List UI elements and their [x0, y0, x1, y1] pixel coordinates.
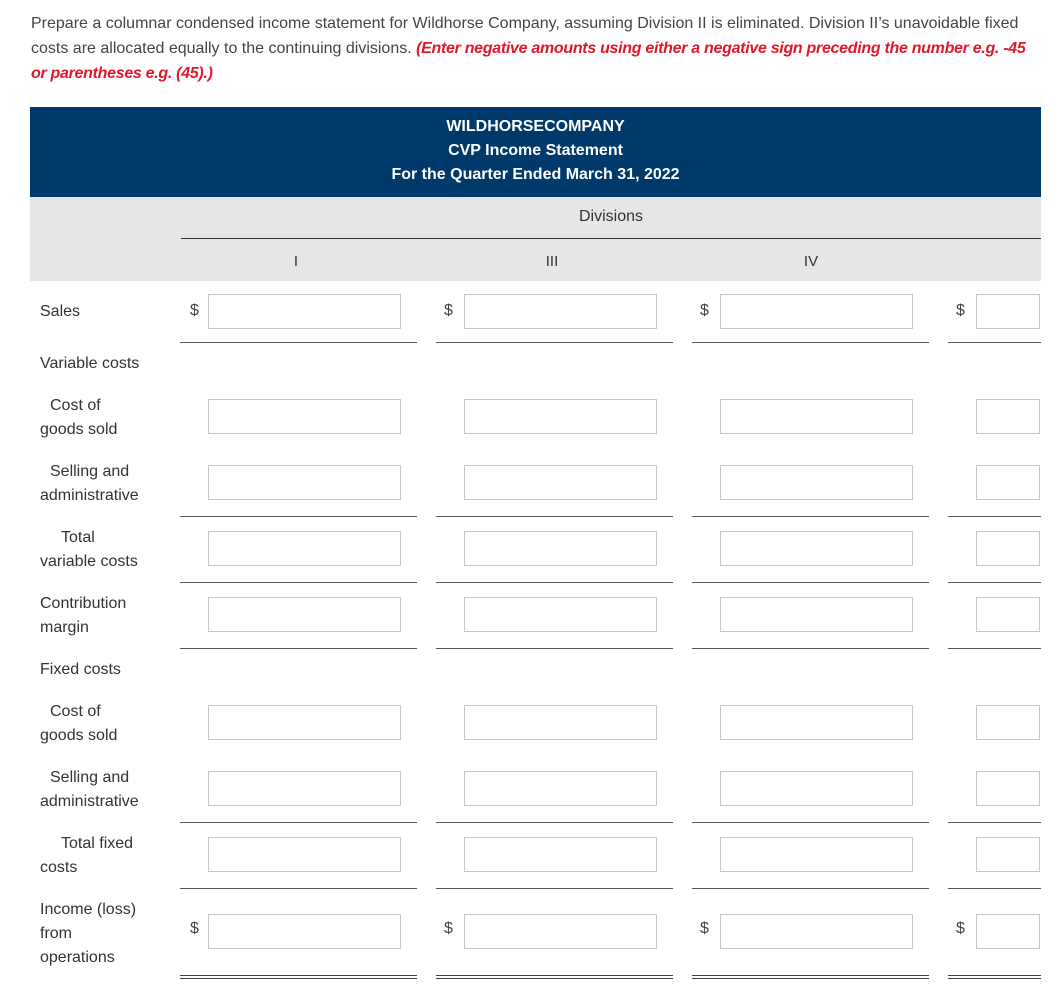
fix-sa-iv-input[interactable] [720, 771, 913, 806]
income-total-input[interactable] [976, 914, 1040, 949]
income-iv-input[interactable] [720, 914, 913, 949]
total-fix-i-input[interactable] [208, 837, 401, 872]
fix-sa-iii-input[interactable] [464, 771, 657, 806]
label-total-variable: Total variable costs [40, 529, 138, 570]
rule [692, 582, 929, 583]
rule [948, 582, 1041, 583]
label-contribution-margin: Contribution margin [40, 595, 127, 636]
double-rule [692, 975, 929, 979]
cm-iv-input[interactable] [720, 597, 913, 632]
column-header-iv: IV [803, 253, 819, 270]
rule [180, 516, 417, 517]
dollar-sign: $ [190, 920, 199, 937]
divisions-label: Divisions [578, 208, 643, 225]
rule [692, 822, 929, 823]
var-sa-total-input[interactable] [976, 465, 1040, 500]
double-rule [436, 975, 673, 979]
cm-i-input[interactable] [208, 597, 401, 632]
double-rule [948, 975, 1041, 979]
dollar-sign: $ [700, 302, 709, 319]
statement-title: CVP Income Statement [448, 142, 623, 159]
rule [180, 648, 417, 649]
total-var-i-input[interactable] [208, 531, 401, 566]
label-var-sa: Selling and administrative [40, 463, 139, 504]
total-var-iv-input[interactable] [720, 531, 913, 566]
rule [692, 648, 929, 649]
rule [436, 582, 673, 583]
sales-iv-input[interactable] [720, 294, 913, 329]
rule [692, 888, 929, 889]
total-var-total-input[interactable] [976, 531, 1040, 566]
label-fix-sa: Selling and administrative [40, 769, 139, 810]
rule [948, 648, 1041, 649]
company-name: WILDHORSECOMPANY [446, 118, 625, 135]
total-fix-iv-input[interactable] [720, 837, 913, 872]
fix-cogs-iv-input[interactable] [720, 705, 913, 740]
label-income: Income (loss) from operations [40, 901, 137, 966]
label-total-fixed: Total fixed costs [40, 835, 134, 876]
total-var-iii-input[interactable] [464, 531, 657, 566]
fix-sa-total-input[interactable] [976, 771, 1040, 806]
var-sa-iv-input[interactable] [720, 465, 913, 500]
rule [436, 888, 673, 889]
dollar-sign: $ [700, 920, 709, 937]
rule [180, 582, 417, 583]
rule [180, 342, 417, 343]
var-cogs-iii-input[interactable] [464, 399, 657, 434]
label-fixed-costs: Fixed costs [40, 661, 121, 678]
rule [436, 342, 673, 343]
var-cogs-i-input[interactable] [208, 399, 401, 434]
double-rule [180, 975, 417, 979]
instructions-highlight: (Enter negative amounts using either a negative sign preceding the number e.g. -45 or parentheses e.g. (45).) [31, 40, 1026, 82]
rule [692, 342, 929, 343]
rule [948, 342, 1041, 343]
var-cogs-iv-input[interactable] [720, 399, 913, 434]
dollar-sign: $ [956, 302, 965, 319]
cm-iii-input[interactable] [464, 597, 657, 632]
rule [180, 822, 417, 823]
rule [436, 822, 673, 823]
dollar-sign: $ [444, 302, 453, 319]
label-fix-cogs: Cost of goods sold [40, 703, 118, 744]
column-header-iii: III [545, 253, 559, 270]
dollar-sign: $ [956, 920, 965, 937]
statement-header [30, 107, 1041, 197]
rule [948, 516, 1041, 517]
rule [180, 888, 417, 889]
total-fix-iii-input[interactable] [464, 837, 657, 872]
dollar-sign: $ [444, 920, 453, 937]
total-fix-total-input[interactable] [976, 837, 1040, 872]
rule [948, 888, 1041, 889]
rule [948, 822, 1041, 823]
var-cogs-total-input[interactable] [976, 399, 1040, 434]
income-i-input[interactable] [208, 914, 401, 949]
cm-total-input[interactable] [976, 597, 1040, 632]
instructions [31, 11, 1031, 86]
fix-cogs-i-input[interactable] [208, 705, 401, 740]
rule [436, 648, 673, 649]
rule [692, 516, 929, 517]
income-iii-input[interactable] [464, 914, 657, 949]
divisions-underline [181, 238, 1041, 239]
label-sales: Sales [40, 303, 81, 320]
sales-total-input[interactable] [976, 294, 1040, 329]
fix-cogs-total-input[interactable] [976, 705, 1040, 740]
column-header-i: I [293, 253, 299, 270]
label-variable-costs: Variable costs [40, 355, 140, 372]
statement-period: For the Quarter Ended March 31, 2022 [391, 166, 680, 183]
sales-iii-input[interactable] [464, 294, 657, 329]
dollar-sign: $ [190, 302, 199, 319]
fix-sa-i-input[interactable] [208, 771, 401, 806]
var-sa-i-input[interactable] [208, 465, 401, 500]
sales-i-input[interactable] [208, 294, 401, 329]
column-header-band [30, 197, 1041, 281]
fix-cogs-iii-input[interactable] [464, 705, 657, 740]
rule [436, 516, 673, 517]
label-var-cogs: Cost of goods sold [40, 397, 118, 438]
instructions-text: Prepare a columnar condensed income statement for Wildhorse Company, assuming Division II is eliminated. Division II’s unavoidable fixed costs are allocated equally to the continuing divisions. [31, 15, 1019, 57]
var-sa-iii-input[interactable] [464, 465, 657, 500]
